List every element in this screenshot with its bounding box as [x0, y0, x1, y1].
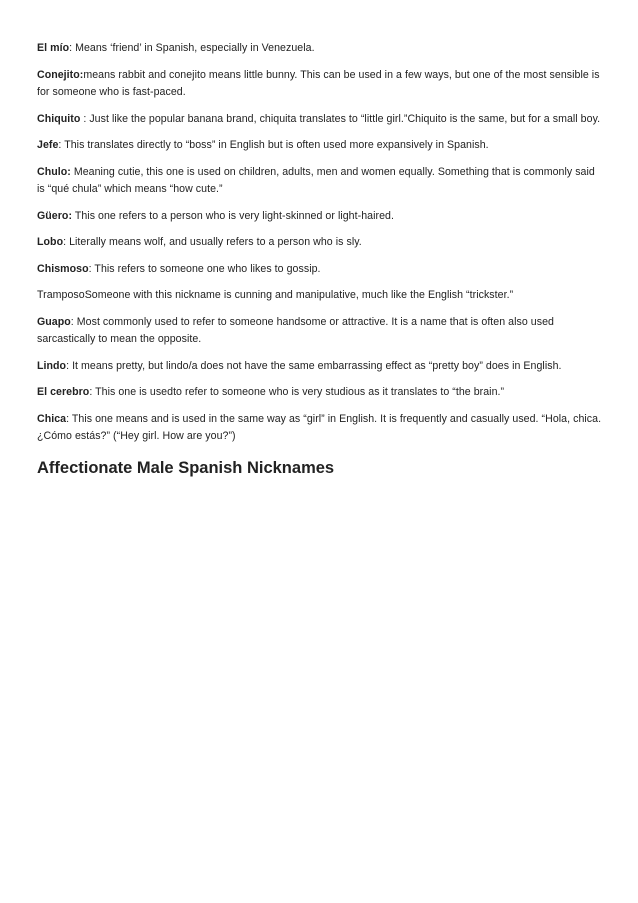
entry-term: Chulo:	[37, 165, 71, 178]
entry-text: : Means ‘friend’ in Spanish, especially in Venezuela.	[69, 42, 315, 54]
document-page	[37, 40, 603, 478]
entry-lindo	[37, 358, 603, 376]
entry-conejito	[37, 67, 603, 102]
entry-text: : Literally means wolf, and usually refers to a person who is sly.	[63, 236, 362, 248]
entry-text: : This one is usedto refer to someone who is very studious as it translates to “the brain.”	[89, 386, 505, 398]
entry-text: : This refers to someone one who likes to gossip.	[88, 262, 321, 275]
entry-term: Chica	[37, 412, 67, 425]
entry-chismoso	[37, 261, 603, 279]
entry-text: This one refers to a person who is very light-skinned or light-haired.	[72, 209, 394, 222]
entry-text: : Just like the popular banana brand, chiquita translates to “little girl.”Chiquito is the same, but for a small boy.	[80, 112, 601, 125]
entry-term: Chismoso	[37, 262, 89, 275]
entry-term: Lobo	[37, 236, 64, 248]
entry-term: El cerebro	[37, 386, 90, 398]
entry-term: Lindo	[37, 359, 67, 372]
entry-chulo	[37, 164, 603, 199]
entry-text: : It means pretty, but lindo/a does not have the same embarrassing effect as “pretty boy” does in English.	[66, 359, 562, 372]
entry-lobo	[37, 234, 603, 252]
entry-text: : This translates directly to “boss” in English but is often used more expansively in Spanish.	[58, 139, 489, 151]
entry-text: : Most commonly used to refer to someone handsome or attractive. It is a name that is often also used sarcastically to mean the opposite.	[37, 315, 554, 345]
entry-term: Jefe	[37, 139, 59, 151]
entry-tramposo	[37, 287, 603, 305]
entry-term: Conejito:	[37, 68, 84, 81]
entry-term: El mío	[37, 42, 70, 54]
entry-text: Meaning cutie, this one is used on children, adults, men and women equally. Something that is commonly said is “qué chula” which means “how cute.”	[37, 165, 595, 195]
entry-el-mio	[37, 40, 603, 58]
entry-chiquito	[37, 111, 603, 129]
entry-el-cerebro	[37, 384, 603, 402]
entry-term: Chiquito	[37, 112, 81, 125]
entry-jefe	[37, 137, 603, 155]
entry-chica	[37, 411, 603, 446]
entry-guero	[37, 208, 603, 226]
entry-text: TramposoSomeone with this nickname is cunning and manipulative, much like the English “trickster.”	[37, 289, 514, 301]
entry-guapo	[37, 314, 603, 349]
section-heading: Affectionate Male Spanish Nicknames	[37, 458, 335, 477]
entry-term: Guapo	[37, 315, 71, 328]
entry-text: : This one means and is used in the same way as “girl” in English. It is frequently and casually used. “Hola, chica. ¿Cómo estás?” (“Hey girl. How are you?”)	[37, 412, 602, 442]
entry-term: Güero:	[37, 209, 73, 222]
entry-text: means rabbit and conejito means little bunny. This can be used in a few ways, but one of the most sensible is for someone who is fast-paced.	[37, 68, 600, 98]
